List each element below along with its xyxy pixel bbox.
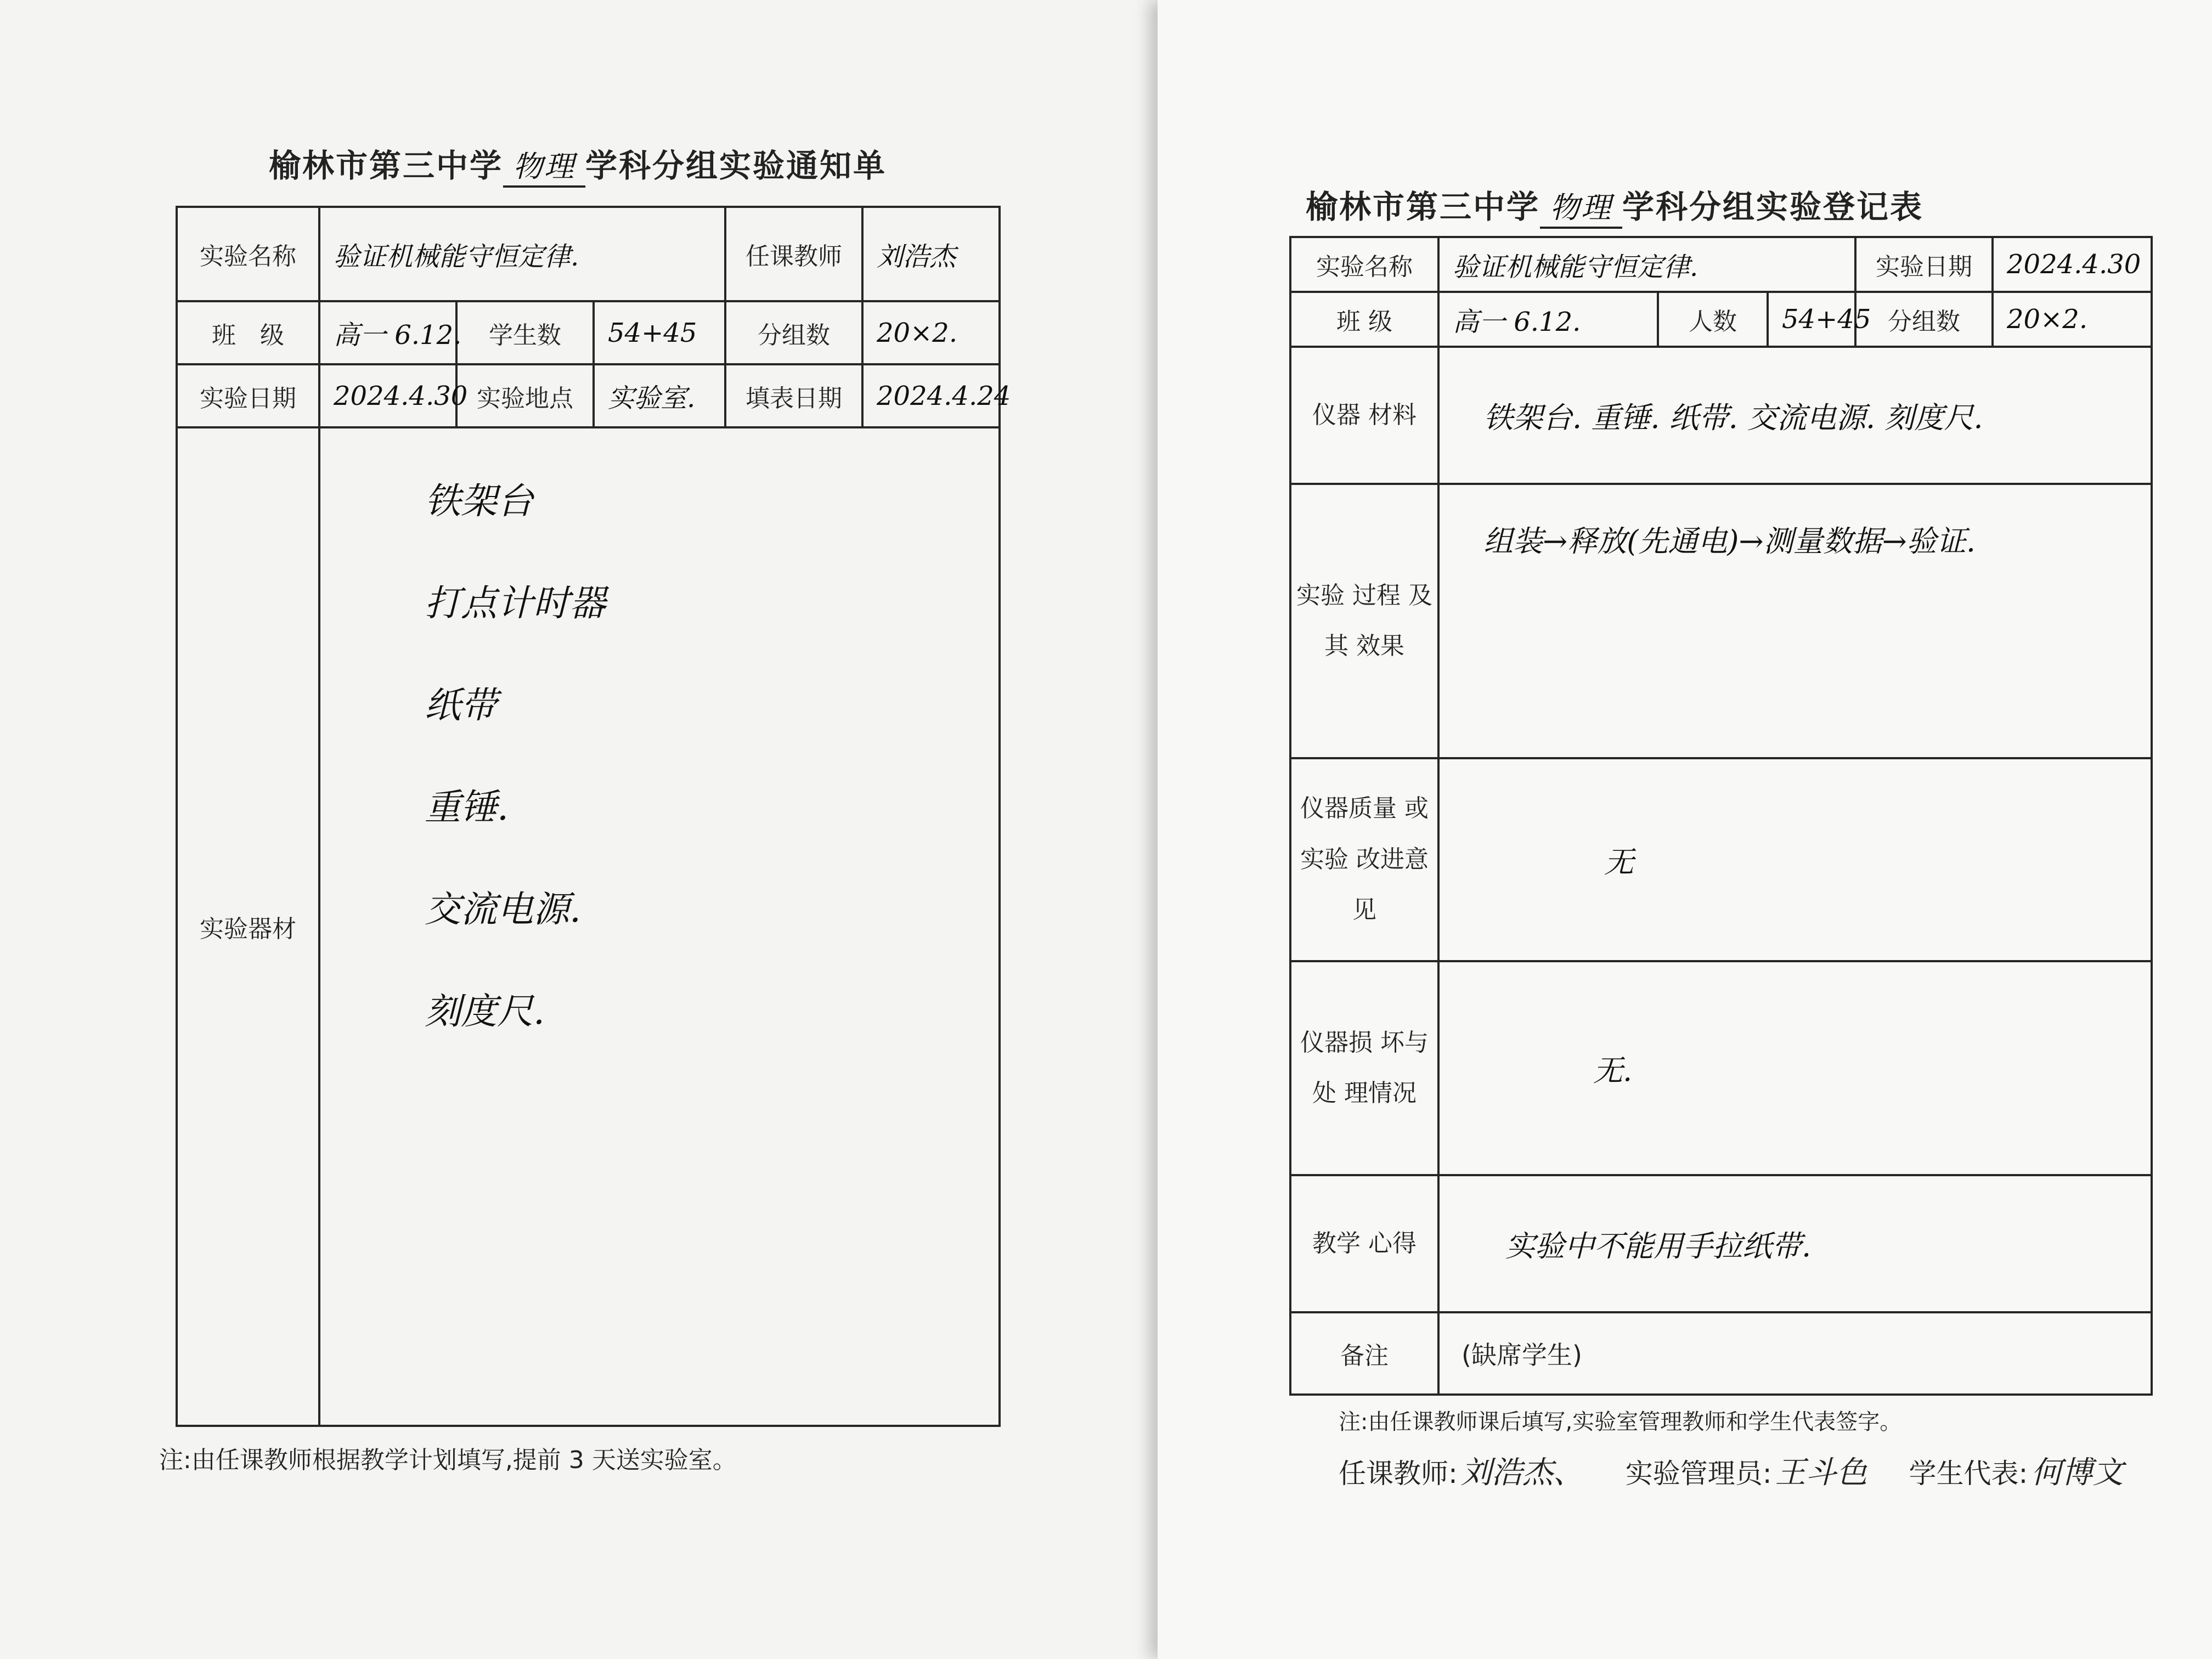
student-sign-label: 学生代表:: [1909, 1458, 2028, 1489]
r-label-process: 实验 过程 及其 效果: [1290, 484, 1438, 758]
teacher-signature: 刘浩杰、: [1460, 1455, 1584, 1491]
label-class: 班 级: [177, 301, 319, 364]
label-equipment: 实验器材: [177, 427, 319, 1426]
value-class: 高一 6.12.: [319, 301, 456, 364]
r-value-class: 高一 6.12.: [1438, 292, 1658, 347]
r-label-experiment-date: 实验日期: [1855, 237, 1993, 292]
r-value-process: 组装→释放(先通电)→测量数据→验证.: [1438, 484, 2152, 758]
equipment-item: 铁架台: [425, 480, 533, 522]
register-title: [1306, 181, 1923, 229]
notice-title-suffix: 学科分组实验通知单: [585, 147, 887, 184]
equipment-list: [319, 427, 1000, 1426]
r-value-reflection: 实验中不能用手拉纸带.: [1438, 1175, 2152, 1312]
equipment-item: 重锤.: [425, 786, 509, 828]
r-label-experiment-name: 实验名称: [1290, 237, 1438, 292]
r-value-quality: 无: [1438, 758, 2152, 961]
r-value-remarks: (缺席学生): [1438, 1312, 2152, 1395]
label-experiment-date: 实验日期: [177, 364, 319, 427]
register-sheet: [1158, 0, 2212, 1659]
r-label-quality: 仪器质量 或实验 改进意见: [1290, 758, 1438, 961]
equipment-item: 打点计时器: [425, 582, 606, 624]
notice-title: [269, 140, 887, 188]
value-teacher: 刘浩杰: [862, 207, 1000, 301]
label-fill-date: 填表日期: [725, 364, 862, 427]
r-label-class: 班 级: [1290, 292, 1438, 347]
r-value-experiment-date: 2024.4.30: [1993, 237, 2152, 292]
r-value-damage: 无.: [1438, 961, 2152, 1175]
register-title-suffix: 学科分组实验登记表: [1622, 188, 1924, 225]
value-fill-date: 2024.4.24: [862, 364, 1000, 427]
value-student-count: 54+45: [594, 301, 725, 364]
teacher-sign-label: 任课教师:: [1339, 1458, 1458, 1489]
equipment-item: 纸带: [425, 684, 497, 726]
equipment-item: 交流电源.: [425, 888, 581, 930]
label-student-count: 学生数: [456, 301, 594, 364]
r-value-experiment-name: 验证机械能守恒定律.: [1438, 237, 1855, 292]
r-label-remarks: 备注: [1290, 1312, 1438, 1395]
admin-signature: 王斗色: [1775, 1455, 1867, 1491]
r-value-people-count: 54+45: [1768, 292, 1855, 347]
value-experiment-name: 验证机械能守恒定律.: [319, 207, 725, 301]
student-signature: 何博文: [2031, 1455, 2124, 1491]
label-teacher: 任课教师: [725, 207, 862, 301]
r-value-group-count: 20×2.: [1993, 292, 2152, 347]
value-experiment-date: 2024.4.30: [319, 364, 456, 427]
equipment-item: 刻度尺.: [425, 990, 545, 1032]
r-value-instruments: 铁架台. 重锤. 纸带. 交流电源. 刻度尺.: [1438, 347, 2152, 484]
r-label-reflection: 教学 心得: [1290, 1175, 1438, 1312]
r-label-people-count: 人数: [1658, 292, 1768, 347]
label-location: 实验地点: [456, 364, 594, 427]
notice-title-prefix: 榆林市第三中学: [269, 147, 504, 184]
label-group-count: 分组数: [725, 301, 862, 364]
value-location: 实验室.: [594, 364, 725, 427]
notice-footer-note: 注:由任课教师根据教学计划填写,提前 3 天送实验室。: [159, 1446, 737, 1474]
value-group-count: 20×2.: [862, 301, 1000, 364]
register-title-prefix: 榆林市第三中学: [1306, 188, 1541, 225]
admin-sign-label: 实验管理员:: [1625, 1458, 1772, 1489]
register-footer-note: 注:由任课教师课后填写,实验室管理教师和学生代表签字。: [1339, 1409, 1902, 1435]
register-subject: 物理: [1540, 184, 1622, 229]
r-label-damage: 仪器损 坏与处 理情况: [1290, 961, 1438, 1175]
notice-subject: 物理: [503, 143, 585, 188]
r-label-instruments: 仪器 材料: [1290, 347, 1438, 484]
label-experiment-name: 实验名称: [177, 207, 319, 301]
notice-table: [176, 206, 1011, 1427]
r-label-group-count: 分组数: [1855, 292, 1993, 347]
signature-row: [1339, 1448, 2156, 1492]
register-table: [1289, 236, 2153, 1396]
